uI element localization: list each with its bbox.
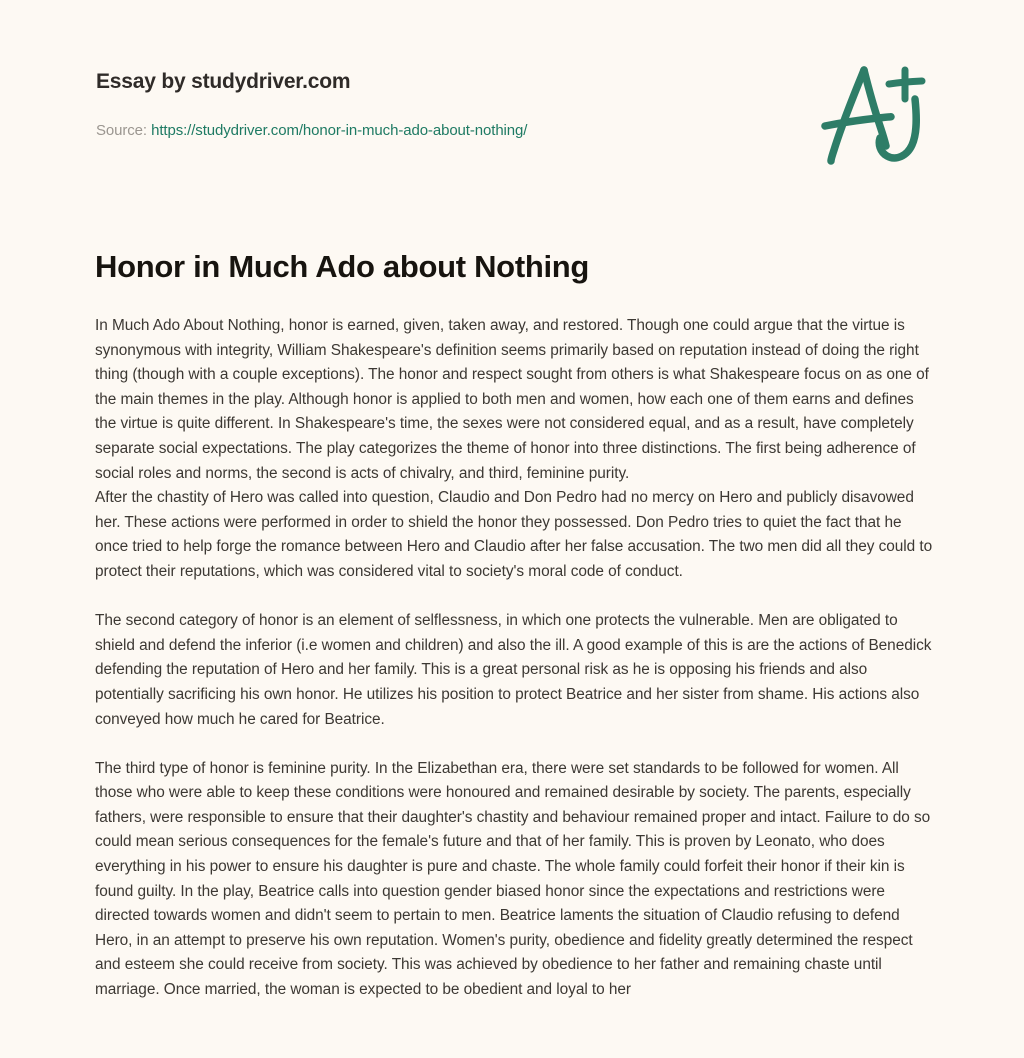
source-line <box>96 122 527 139</box>
essay-paragraph: After the chastity of Hero was called into question, Claudio and Don Pedro had no mercy on Hero and publicly disavowed her. These actions were performed in order to shield the honor they possessed. Don Pedro tries to quiet the fact that he once tried to help forge the romance between Hero and Claudio after her false accusation. The two men did all they could to protect their reputations, which was considered vital to society's moral code of conduct. <box>95 489 933 580</box>
essay-paragraph: In Much Ado About Nothing, honor is earned, given, taken away, and restored. Though one could argue that the virtue is synonymous with integrity, William Shakespeare's definition seems primarily based on reputation instead of doing the right thing (though with a couple exceptions). The honor and respect sought from others is what Shakespeare focus on as one of the main themes in the play. Although honor is applied to both men and women, how each one of them earns and defines the virtue is quite different. In Shakespeare's time, the sexes were not considered equal, and as a result, have completely separate social expectations. The play categorizes the theme of honor into three distinctions. The first being adherence of social roles and norms, the second is acts of chivalry, and third, feminine purity. <box>95 317 929 482</box>
essay-paragraph: The third type of honor is feminine purity. In the Elizabethan era, there were set standards to be followed for women. All those who were able to keep these conditions were honoured and remained desirable by society. The parents, especially fathers, were responsible to ensure that their daughter's chastity and behaviour remained proper and intact. Failure to do so could mean serious consequences for the female's future and that of her family. This is proven by Leonato, who does everything in his power to ensure his daughter is pure and chaste. The whole family could forfeit their honor if their kin is found guilty. In the play, Beatrice calls into question gender biased honor since the expectations and restrictions were directed towards women and didn't seem to pertain to men. Beatrice laments the situation of Claudio refusing to defend Hero, in an attempt to preserve his own reputation. Women's purity, obedience and fidelity greatly determined the respect and esteem she could receive from society. This was achieved by obedience to her father and remaining chaste until marriage. Once married, the woman is expected to be obedient and loyal to her <box>95 759 931 999</box>
essay-byline: Essay by studydriver.com <box>96 70 351 93</box>
essay-body <box>95 314 933 1003</box>
source-url-link[interactable]: https://studydriver.com/honor-in-much-ado-about-nothing/ <box>151 122 528 139</box>
studydriver-a-plus-logo-icon <box>812 52 940 176</box>
page-header <box>0 0 1024 200</box>
page-title: Honor in Much Ado about Nothing <box>95 249 590 284</box>
source-label: Source: <box>96 122 147 139</box>
essay-paragraph: The second category of honor is an element of selflessness, in which one protects the vulnerable. Men are obligated to shield and defend the inferior (i.e women and children) and also the ill. A good example of this is are the actions of Benedick defending the reputation of Hero and her family. This is a great personal risk as he is opposing his friends and also potentially sacrificing his own honor. He utilizes his position to protect Beatrice and her sister from shame. His actions also conveyed how much he cared for Beatrice. <box>95 612 932 728</box>
